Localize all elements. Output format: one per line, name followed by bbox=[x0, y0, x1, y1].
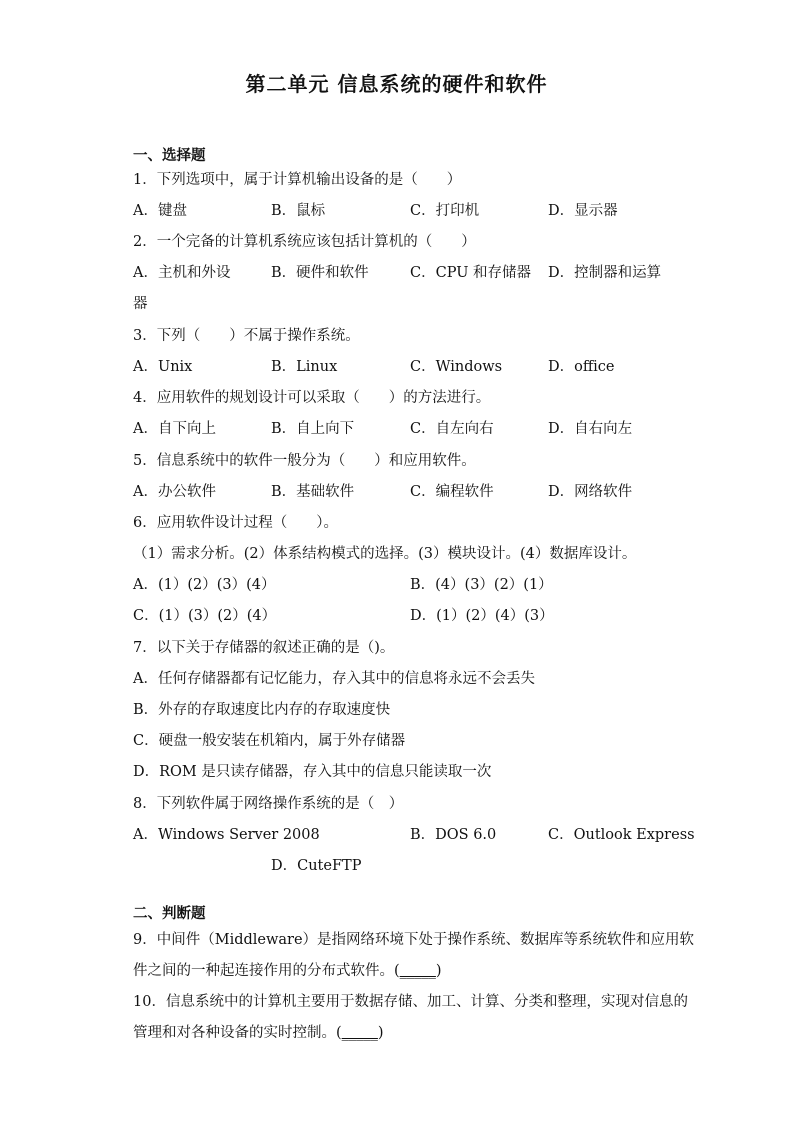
question-9-text: 件之间的一种起连接作用的分布式软件。( bbox=[133, 963, 400, 979]
q7-option-d: D．ROM 是只读存储器，存入其中的信息只能读取一次 bbox=[133, 764, 492, 780]
q5-option-d: D．网络软件 bbox=[548, 484, 633, 500]
q1-option-c: C．打印机 bbox=[410, 203, 480, 219]
answer-blank[interactable]: _____ bbox=[341, 1025, 378, 1041]
question-6-stem: 6．应用软件设计过程（ ）。 bbox=[133, 515, 338, 531]
q2-option-d-continuation: 器 bbox=[133, 296, 148, 312]
q6-option-a: A．(1）(2）(3）(4） bbox=[133, 577, 276, 593]
q5-option-a: A．办公软件 bbox=[133, 484, 216, 500]
q4-option-c: C．自左向右 bbox=[410, 421, 494, 437]
q1-option-d: D．显示器 bbox=[548, 203, 618, 219]
q2-option-a: A．主机和外设 bbox=[133, 265, 231, 281]
question-2-stem: 2．一个完备的计算机系统应该包括计算机的（ ） bbox=[133, 234, 476, 250]
question-10-line-2 bbox=[133, 1023, 384, 1043]
q8-option-b: B．DOS 6.0 bbox=[410, 827, 497, 843]
q2-option-c: C．CPU 和存储器 bbox=[410, 265, 532, 281]
q5-option-c: C．编程软件 bbox=[410, 484, 494, 500]
q3-option-a: A．Unix bbox=[133, 359, 193, 375]
question-10-line-1: 10．信息系统中的计算机主要用于数据存储、加工、计算、分类和整理，实现对信息的 bbox=[133, 994, 688, 1010]
q6-option-d: D．(1）(2）(4）(3） bbox=[410, 608, 554, 624]
question-10-close: ) bbox=[377, 1025, 384, 1041]
q1-option-b: B．鼠标 bbox=[271, 203, 326, 219]
q7-option-b: B．外存的存取速度比内存的存取速度快 bbox=[133, 702, 391, 718]
q4-option-d: D．自右向左 bbox=[548, 421, 633, 437]
q2-option-b: B．硬件和软件 bbox=[271, 265, 369, 281]
q4-option-b: B．自上向下 bbox=[271, 421, 355, 437]
q6-option-b: B．(4）(3）(2）(1） bbox=[410, 577, 553, 593]
question-8-stem: 8．下列软件属于网络操作系统的是（ ） bbox=[133, 796, 404, 812]
q5-option-b: B．基础软件 bbox=[271, 484, 355, 500]
q8-option-c: C．Outlook Express bbox=[548, 827, 695, 843]
section-heading-choice: 一、选择题 bbox=[133, 147, 206, 164]
q1-option-a: A．键盘 bbox=[133, 203, 187, 219]
section-heading-judgment: 二、判断题 bbox=[133, 905, 206, 922]
question-9-line-2 bbox=[133, 961, 442, 981]
q3-option-c: C．Windows bbox=[410, 359, 503, 375]
question-10-text: 管理和对各种设备的实时控制。( bbox=[133, 1025, 342, 1041]
q3-option-b: B．Linux bbox=[271, 359, 338, 375]
q8-option-d: D．CuteFTP bbox=[271, 858, 362, 874]
question-1-stem: 1．下列选项中，属于计算机输出设备的是（ ） bbox=[133, 172, 462, 188]
question-9-line-1: 9．中间件（Middleware）是指网络环境下处于操作系统、数据库等系统软件和应用软 bbox=[133, 932, 695, 948]
question-7-stem: 7．以下关于存储器的叙述正确的是（)。 bbox=[133, 640, 395, 656]
q2-option-d: D．控制器和运算 bbox=[548, 265, 662, 281]
q6-option-c: C．(1）(3）(2）(4） bbox=[133, 608, 277, 624]
q3-option-d: D．office bbox=[548, 359, 615, 375]
q8-option-a: A．Windows Server 2008 bbox=[133, 827, 320, 843]
question-5-stem: 5．信息系统中的软件一般分为（ ）和应用软件。 bbox=[133, 453, 476, 469]
q4-option-a: A．自下向上 bbox=[133, 421, 216, 437]
answer-blank[interactable]: _____ bbox=[399, 963, 436, 979]
q7-option-c: C．硬盘一般安装在机箱内，属于外存储器 bbox=[133, 733, 406, 749]
page-title: 第二单元 信息系统的硬件和软件 bbox=[245, 72, 548, 96]
q7-option-a: A．任何存储器都有记忆能力，存入其中的信息将永远不会丢失 bbox=[133, 671, 535, 687]
question-4-stem: 4．应用软件的规划设计可以采取（ ）的方法进行。 bbox=[133, 390, 491, 406]
question-9-close: ) bbox=[435, 963, 442, 979]
question-3-stem: 3．下列（ ）不属于操作系统。 bbox=[133, 328, 360, 344]
question-6-subtext: （1）需求分析。(2）体系结构模式的选择。(3）模块设计。(4）数据库设计。 bbox=[133, 546, 637, 562]
